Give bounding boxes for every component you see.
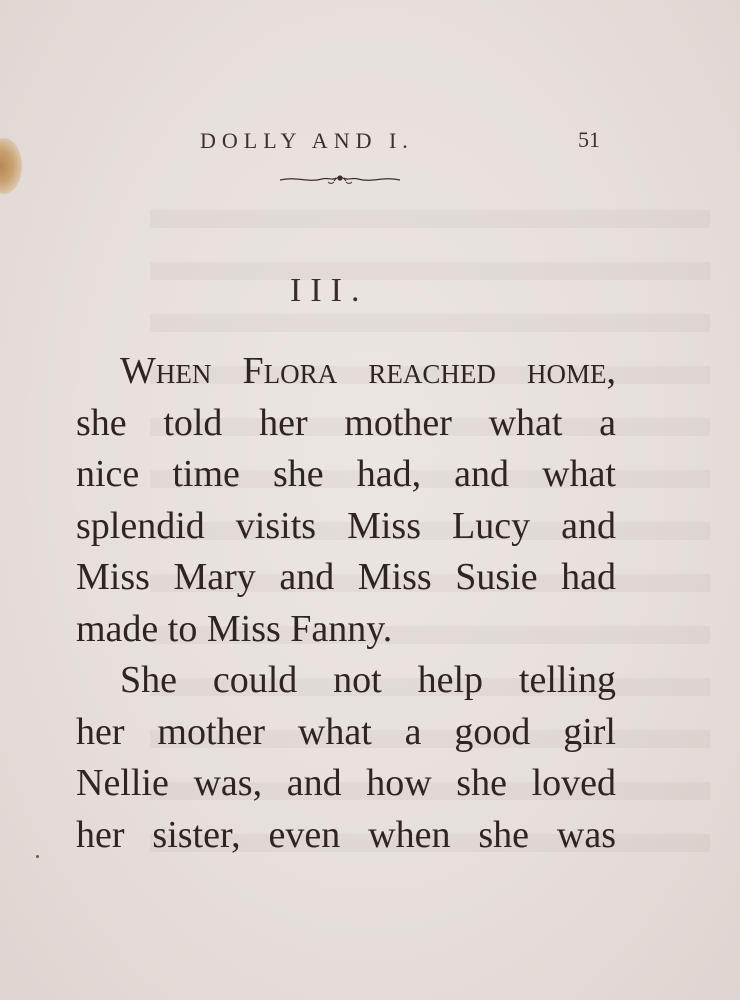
paragraph-2: [76, 655, 616, 861]
text-line: Miss Mary and Miss Susie had: [76, 556, 616, 598]
paper-speck: [36, 855, 39, 858]
text-line: her mother what a good girl: [76, 710, 616, 753]
chapter-numeral: III.: [290, 272, 369, 309]
body-text: [76, 346, 616, 861]
paragraph-1: [76, 346, 616, 655]
text-line: [76, 346, 616, 398]
text-line: splendid visits Miss Lucy and: [76, 504, 616, 547]
text-line: nice time she had, and what: [76, 453, 616, 495]
running-head: DOLLY AND I.: [200, 128, 414, 153]
text-line-content: When Flora reached home,: [120, 350, 616, 392]
text-line: made to Miss Fanny.: [76, 607, 393, 650]
ornament-rule-icon: [278, 172, 402, 186]
text-line: she told her mother what a: [76, 401, 616, 444]
text-line: Nellie was, and how she loved: [76, 762, 616, 804]
text-line: She could not help telling: [120, 659, 616, 701]
page-number: 51: [578, 127, 600, 152]
foxing-stain: [0, 138, 22, 194]
text-line: her sister, even when she was: [76, 813, 616, 856]
